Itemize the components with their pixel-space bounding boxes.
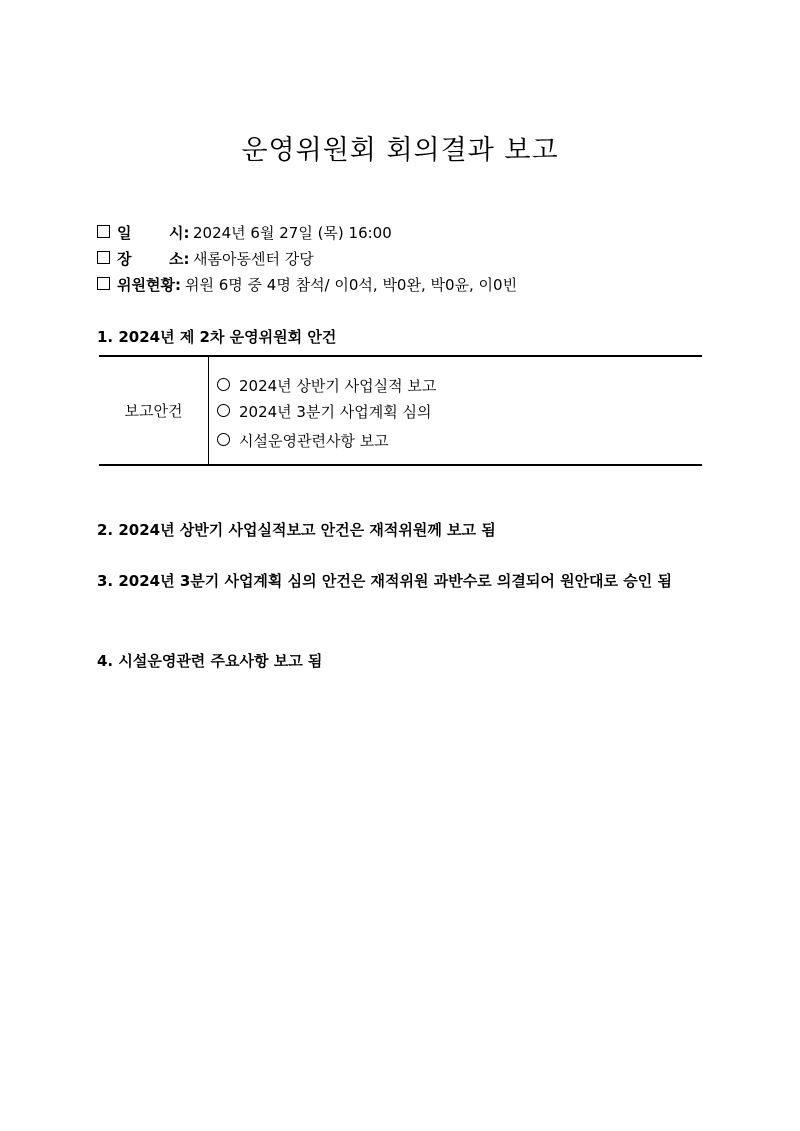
circle-bullet-icon bbox=[217, 404, 230, 417]
info-date-value: 2024년 6월 27일 (목) 16:00 bbox=[193, 224, 392, 242]
info-members-value: 위원 6명 중 4명 참석/ 이0석, 박0완, 박0윤, 이0빈 bbox=[184, 276, 518, 294]
info-date bbox=[97, 222, 392, 243]
agenda-table bbox=[99, 355, 702, 466]
info-place bbox=[97, 248, 314, 269]
checkbox-square-icon bbox=[97, 251, 110, 264]
info-place-value: 새롬아동센터 강당 bbox=[193, 250, 314, 268]
document-title: 운영위원회 회의결과 보고 bbox=[241, 135, 559, 166]
info-members-label: 위원현황: bbox=[117, 276, 181, 294]
agenda-category: 보고안건 bbox=[99, 357, 209, 464]
info-place-label: 장 소: bbox=[117, 250, 190, 268]
info-members bbox=[97, 274, 517, 295]
section-4: 4. 시설운영관련 주요사항 보고 됨 bbox=[97, 652, 323, 670]
circle-bullet-icon bbox=[217, 433, 230, 446]
circle-bullet-icon bbox=[217, 378, 230, 391]
checkbox-square-icon bbox=[97, 277, 110, 290]
section-1-heading: 1. 2024년 제 2차 운영위원회 안건 bbox=[97, 328, 337, 346]
agenda-item: 2024년 3분기 사업계획 심의 bbox=[217, 401, 431, 422]
info-date-label: 일 시: bbox=[117, 224, 190, 242]
agenda-item: 시설운영관련사항 보고 bbox=[217, 430, 389, 451]
section-2: 2. 2024년 상반기 사업실적보고 안건은 재적위원께 보고 됨 bbox=[97, 521, 496, 539]
agenda-item: 2024년 상반기 사업실적 보고 bbox=[217, 375, 436, 396]
checkbox-square-icon bbox=[97, 225, 110, 238]
section-3: 3. 2024년 3분기 사업계획 심의 안건은 재적위원 과반수로 의결되어 원안대로 승인 됨 bbox=[97, 572, 672, 590]
